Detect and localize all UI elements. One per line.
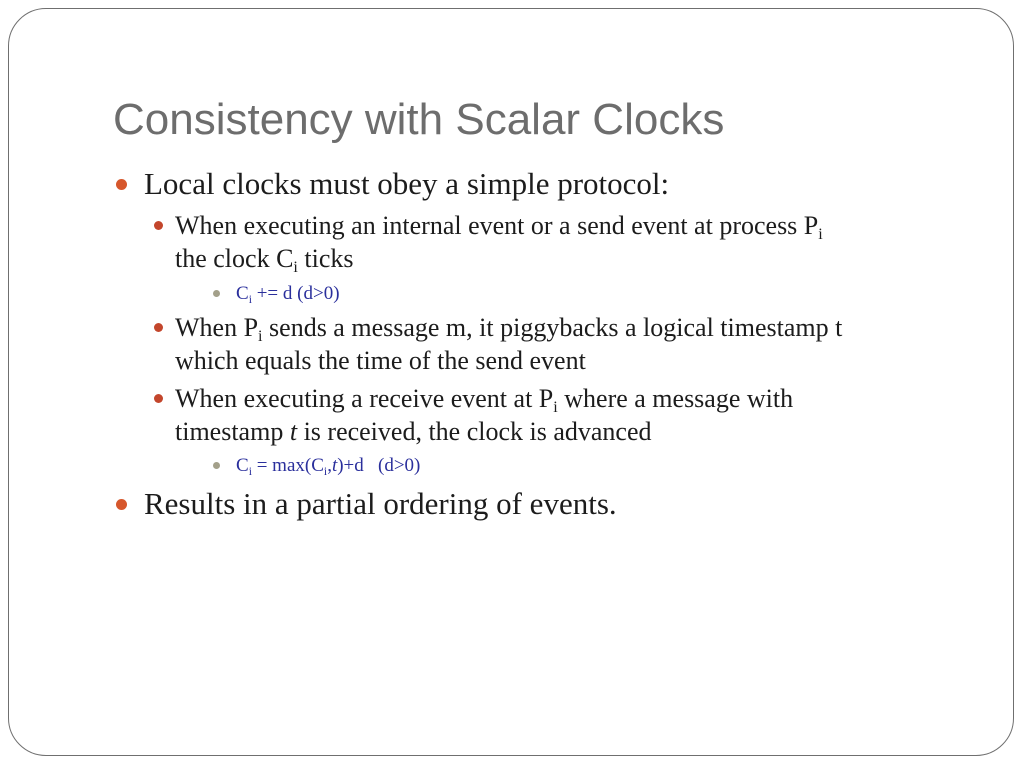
bullet-line-1: When executing an internal event or a send event at process $P_i$ [175,211,823,244]
bullet-local-clocks [144,166,669,202]
bullet-dot-icon [154,394,163,403]
bullet-dot-icon [116,179,127,190]
bullet-line-1: When executing a receive event at $P_i$ where a message with [175,384,794,417]
bullet-internal-event [175,209,823,275]
bullet-text: Local clocks must obey a simple protocol: [144,166,670,201]
bullet-dot-icon [116,499,127,510]
bullet-send-message [175,311,842,377]
bullet-max-formula: $C_i = \max(C_i,t)+d$ (d>0) [236,454,420,478]
bullet-receive-event [175,382,793,448]
bullet-tick-formula: $C_i += d$ (d>0) [236,282,340,306]
slide-title: Consistency with Scalar Clocks [113,95,725,144]
bullet-line-2: which equals the time of the send event [175,346,586,375]
bullet-dot-icon [213,290,220,297]
bullet-dot-icon [213,462,220,469]
bullet-dot-icon [154,221,163,230]
bullet-line-2: timestamp t is received, the clock is advanced [175,417,652,446]
bullet-partial-ordering [144,486,617,522]
bullet-line-1: When $P_i$ sends a message m, it piggybacks a logical timestamp t [175,313,843,346]
bullet-dot-icon [154,323,163,332]
bullet-text: Results in a partial ordering of events. [144,486,617,521]
bullet-line-2: the clock $C_i$ ticks [175,244,354,277]
